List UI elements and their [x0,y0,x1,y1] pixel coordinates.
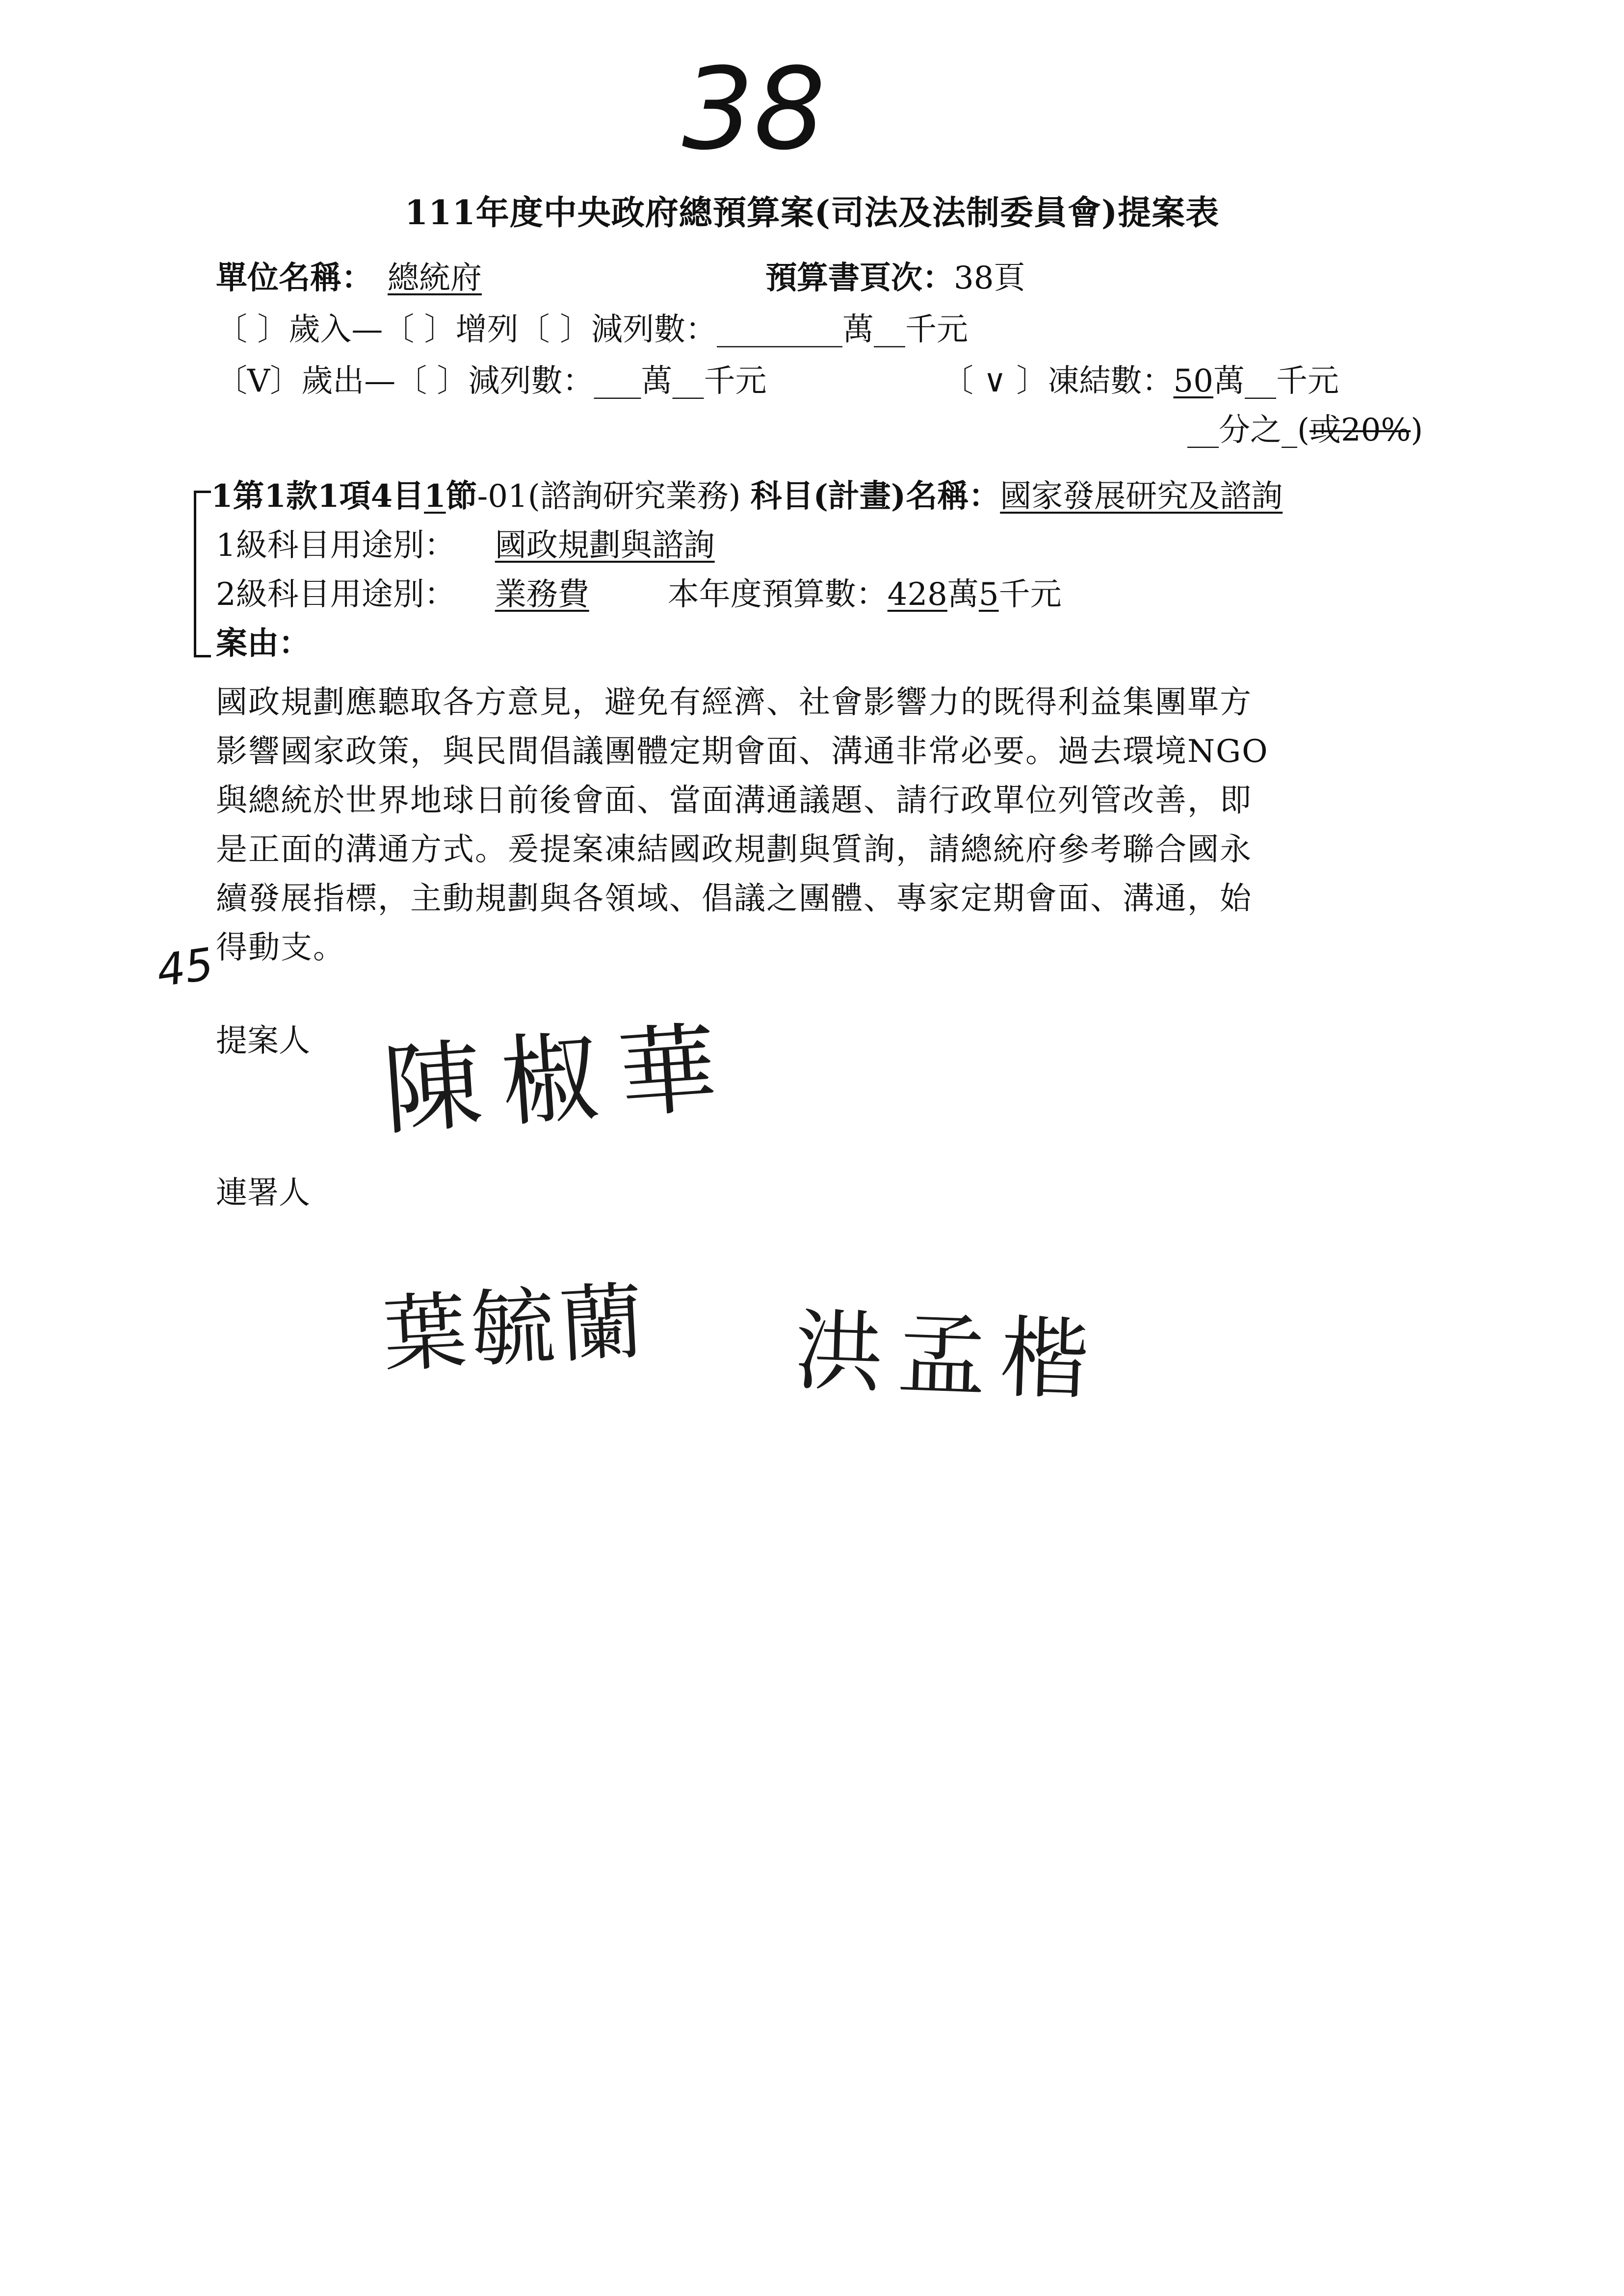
budget-qian: 5 [978,576,999,613]
reason-line: 續發展指標，主動規劃與各領域、倡議之團體、專家定期會面、溝通，始 [216,881,1252,917]
budget-wan-unit: 萬 [947,576,979,613]
level1-row [216,527,720,564]
item-section-suffix: 節 [445,478,477,515]
proposer-label: 提案人 [216,1023,310,1059]
item-section-number: 1 [424,478,446,515]
level1-value: 國政規劃與諮詢 [495,527,715,564]
reason-line: 影響國家政策，與民間倡議團體定期會面、溝通非常必要。過去環境NGO [216,733,1269,770]
item-name-label: 科目(計畫)名稱： [750,478,1000,515]
item-prefix: 1第1款1項4目 [211,478,424,515]
reason-line: 是正面的溝通方式。爰提案凍結國政規劃與質詢，請總統府參考聯合國永 [216,832,1252,868]
cosigner-signature: 洪孟楷 [793,1300,1105,1413]
fraction-prefix: __分之_( [1187,412,1310,448]
revenue-row: 〔 〕歲入—〔 〕增列〔 〕減列數：________萬__千元 [216,312,969,348]
reason-line: 與總統於世界地球日前後會面、當面溝通議題、請行政單位列管改善，即 [216,783,1252,819]
freeze-suffix: 萬__千元 [1213,363,1339,399]
budget-label: 本年度預算數： [667,576,888,613]
budget-wan: 428 [887,576,947,613]
expenditure-row [216,365,767,397]
freeze-label: 〔 ∨ 〕凍結數： [942,363,1174,399]
expenditure-prefix: 〔V〕歲出—〔 〕減列數：___萬__千元 [216,363,767,399]
reason-line: 國政規劃應聽取各方意見，避免有經濟、社會影響力的既得利益集團單方 [216,684,1252,721]
level2-value: 業務費 [495,576,589,613]
cosigner-label: 連署人 [216,1175,310,1211]
budget-page-row [765,262,1025,294]
fraction-row [1187,412,1423,448]
unit-value: 總統府 [388,260,482,296]
fraction-struck: 或20% [1309,412,1411,448]
margin-note: 45 [154,938,217,997]
budget-page-label: 預算書頁次： [765,260,954,296]
item-row [211,478,1283,515]
level1-label: 1級科目用途別： [216,527,456,564]
item-code: -01(諮詢研究業務) [477,478,741,515]
item-name-value: 國家發展研究及諮詢 [1000,478,1283,515]
freeze-row [942,365,1339,397]
level2-label: 2級科目用途別： [216,576,456,613]
level2-row [216,576,1062,613]
form-title: 111年度中央政府總預算案(司法及法制委員會)提案表 [404,193,1220,233]
handwritten-page-number: 38 [682,44,826,175]
unit-row [216,262,497,294]
item-bracket [194,491,211,657]
budget-suffix: 千元 [998,576,1062,613]
reason-line: 得動支。 [216,930,345,966]
proposer-signature: 陳椒華 [379,1010,740,1149]
freeze-amount: 50 [1173,363,1213,399]
unit-label: 單位名稱： [216,260,373,296]
fraction-suffix: ) [1411,412,1423,448]
cosigner-signature: 葉毓蘭 [381,1273,651,1384]
budget-page-value: 38頁 [954,260,1025,296]
reason-label: 案由： [216,625,310,662]
